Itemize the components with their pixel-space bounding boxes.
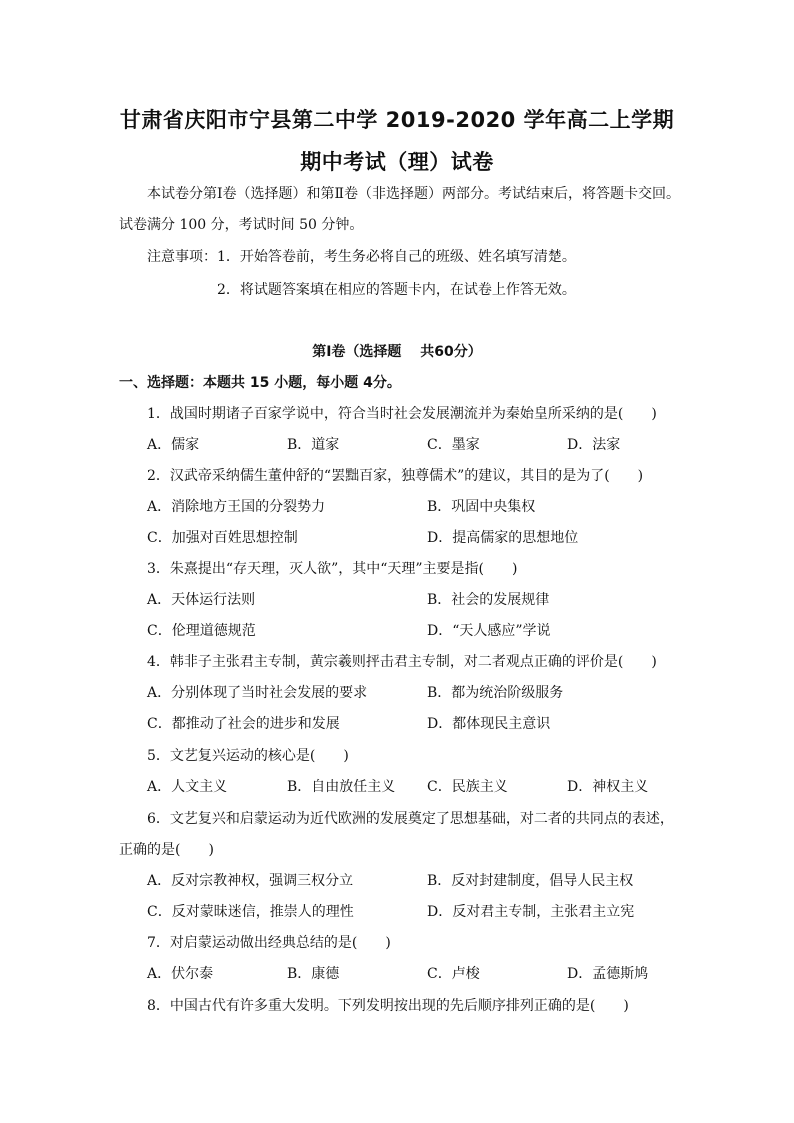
option-row (0, 777, 794, 797)
option-c: C．卢梭 (427, 966, 480, 982)
option-row (0, 683, 794, 703)
option-b: B．自由放任主义 (287, 779, 396, 795)
option-d: D．提高儒家的思想地位 (427, 530, 579, 546)
option-a: A．消除地方王国的分裂势力 (147, 499, 326, 515)
option-d: D．孟德斯鸠 (567, 966, 649, 982)
option-b: B．反对封建制度，倡导人民主权 (427, 873, 634, 889)
option-c: C．反对蒙昧迷信，推崇人的理性 (147, 904, 354, 920)
option-row (0, 902, 794, 922)
question-stem: 3．朱熹提出“存天理，灭人欲”，其中“天理”主要是指( ) (147, 561, 518, 577)
option-b: B．康德 (287, 966, 340, 982)
option-a: A．天体运行法则 (147, 592, 256, 608)
option-row (0, 714, 794, 734)
option-b: B．道家 (287, 437, 340, 453)
intro-line1: 本试卷分第Ⅰ卷（选择题）和第Ⅱ卷（非选择题）两部分。考试结束后，将答题卡交回。 (147, 186, 681, 202)
option-row (0, 590, 794, 610)
option-d: D．反对君主专制，主张君主立宪 (427, 904, 635, 920)
option-c: C．墨家 (427, 437, 480, 453)
section-title: 第Ⅰ卷（选择题 共60分） (312, 344, 482, 360)
question-stem-continued: 正确的是( ) (119, 842, 214, 858)
option-a: A．人文主义 (147, 779, 228, 795)
option-b: B．巩固中央集权 (427, 499, 536, 515)
option-row (0, 871, 794, 891)
option-d: D．法家 (567, 437, 621, 453)
section-heading: 一、选择题：本题共 15 小题，每小题 4分。 (119, 375, 401, 391)
question-stem: 5．文艺复兴运动的核心是( ) (147, 748, 349, 764)
notice-item2: 2．将试题答案填在相应的答题卡内，在试卷上作答无效。 (217, 282, 576, 298)
exam-title-line1: 甘肃省庆阳市宁县第二中学 2019-2020 学年高二上学期 (119, 108, 675, 132)
option-c: C．民族主义 (427, 779, 508, 795)
option-d: D．神权主义 (567, 779, 649, 795)
question-stem: 2．汉武帝采纳儒生董仲舒的“罢黜百家，独尊儒术”的建议，其目的是为了( ) (147, 468, 644, 484)
intro-line2: 试卷满分 100 分，考试时间 50 分钟。 (119, 217, 364, 233)
option-row (0, 528, 794, 548)
option-row (0, 621, 794, 641)
question-stem: 1．战国时期诸子百家学说中，符合当时社会发展潮流并为秦始皇所采纳的是( ) (147, 406, 657, 422)
option-d: D．“天人感应”学说 (427, 623, 551, 639)
option-row (0, 964, 794, 984)
option-a: A．分别体现了当时社会发展的要求 (147, 685, 368, 701)
option-b: B．社会的发展规律 (427, 592, 550, 608)
question-stem: 4．韩非子主张君主专制，黄宗羲则抨击君主专制，对二者观点正确的评价是( ) (147, 654, 657, 670)
option-d: D．都体现民主意识 (427, 716, 551, 732)
option-c: C．都推动了社会的进步和发展 (147, 716, 340, 732)
option-row (0, 435, 794, 455)
option-c: C．加强对百姓思想控制 (147, 530, 298, 546)
option-c: C．伦理道德规范 (147, 623, 256, 639)
exam-title-line2: 期中考试（理）试卷 (300, 150, 494, 174)
question-stem: 8．中国古代有许多重大发明。下列发明按出现的先后顺序排列正确的是( ) (147, 998, 629, 1014)
option-b: B．都为统治阶级服务 (427, 685, 564, 701)
option-row (0, 497, 794, 517)
notice-item1: 注意事项：1．开始答卷前，考生务必将自己的班级、姓名填写清楚。 (147, 249, 576, 265)
option-a: A．反对宗教神权，强调三权分立 (147, 873, 354, 889)
option-a: A．儒家 (147, 437, 200, 453)
question-stem: 6．文艺复兴和启蒙运动为近代欧洲的发展奠定了思想基础，对二者的共同点的表述， (147, 811, 674, 827)
question-stem: 7．对启蒙运动做出经典总结的是( ) (147, 935, 391, 951)
option-a: A．伏尔泰 (147, 966, 214, 982)
